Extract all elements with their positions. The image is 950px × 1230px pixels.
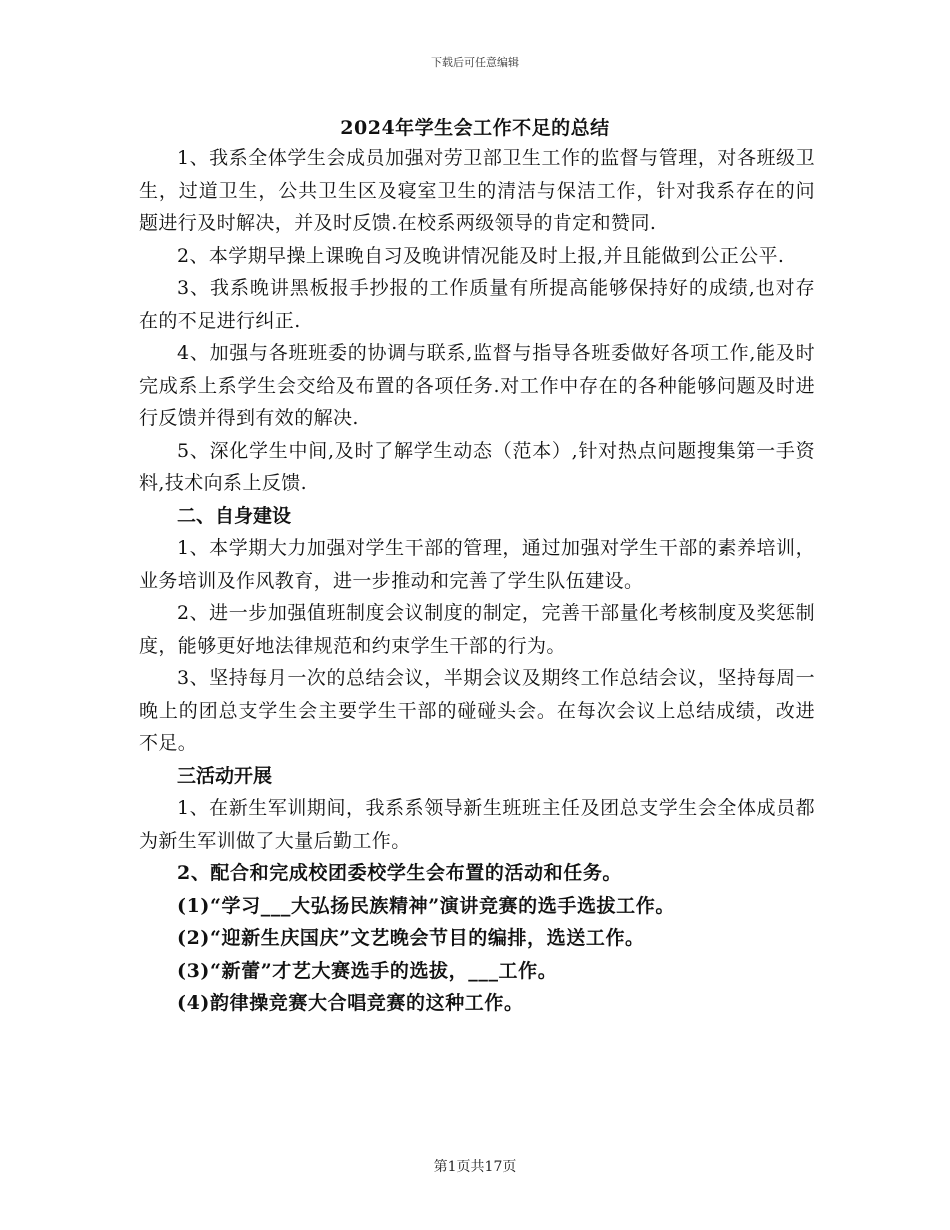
paragraph: 1、本学期大力加强对学生干部的管理，通过加强对学生干部的素养培训，业务培训及作风教育，进一步推动和完善了学生队伍建设。 — [139, 537, 815, 592]
paragraph: 2、进一步加强值班制度会议制度的制定，完善干部量化考核制度及奖惩制度，能够更好地法律规范和约束学生干部的行为。 — [139, 602, 815, 657]
list-item: (1)“学习___大弘扬民族精神”演讲竞赛的选手选拔工作。 — [177, 894, 675, 917]
list-item: (4)韵律操竞赛大合唱竞赛的这种工作。 — [177, 992, 524, 1014]
page-footer: 第1页共17页 — [433, 1159, 517, 1175]
paragraph: 3、我系晚讲黑板报手抄报的工作质量有所提高能够保持好的成绩,也对存在的不足进行纠正. — [139, 277, 815, 332]
section-heading: 三活动开展 — [177, 764, 273, 787]
list-item: (3)“新蕾”才艺大赛选手的选拔，___工作。 — [177, 959, 558, 982]
bold-paragraph: 2、配合和完成校团委校学生会布置的活动和任务。 — [177, 862, 623, 884]
paragraph: 1、在新生军训期间，我系系领导新生班班主任及团总支学生会全体成员都为新生军训做了大量后勤工作。 — [139, 797, 815, 852]
document-body — [139, 142, 815, 1020]
document-title: 2024年学生会工作不足的总结 — [340, 117, 610, 139]
paragraph: 3、坚持每月一次的总结会议，半期会议及期终工作总结会议，坚持每周一晚上的团总支学生会主要学生干部的碰碰头会。在每次会议上总结成绩，改进不足。 — [139, 667, 815, 754]
paragraph: 2、本学期早操上课晚自习及晚讲情况能及时上报,并且能做到公正公平. — [177, 244, 785, 267]
paragraph: 1、我系全体学生会成员加强对劳卫部卫生工作的监督与管理，对各班级卫生，过道卫生，公共卫生区及寝室卫生的清洁与保洁工作，针对我系存在的问题进行及时解决，并及时反馈.在校系两级领导的肯定和赞同. — [139, 147, 815, 234]
section-heading: 二、自身建设 — [177, 504, 292, 527]
paragraph: 4、加强与各班班委的协调与联系,监督与指导各班委做好各项工作,能及时完成系上系学生会交给及布置的各项任务.对工作中存在的各种能够问题及时进行反馈并得到有效的解决. — [139, 342, 815, 429]
list-item: (2)“迎新生庆国庆”文艺晚会节目的编排，选送工作。 — [177, 927, 645, 949]
header-note: 下载后可任意编辑 — [431, 56, 519, 69]
paragraph: 5、深化学生中间,及时了解学生动态（范本）,针对热点问题搜集第一手资料,技术向系上反馈. — [139, 439, 815, 494]
